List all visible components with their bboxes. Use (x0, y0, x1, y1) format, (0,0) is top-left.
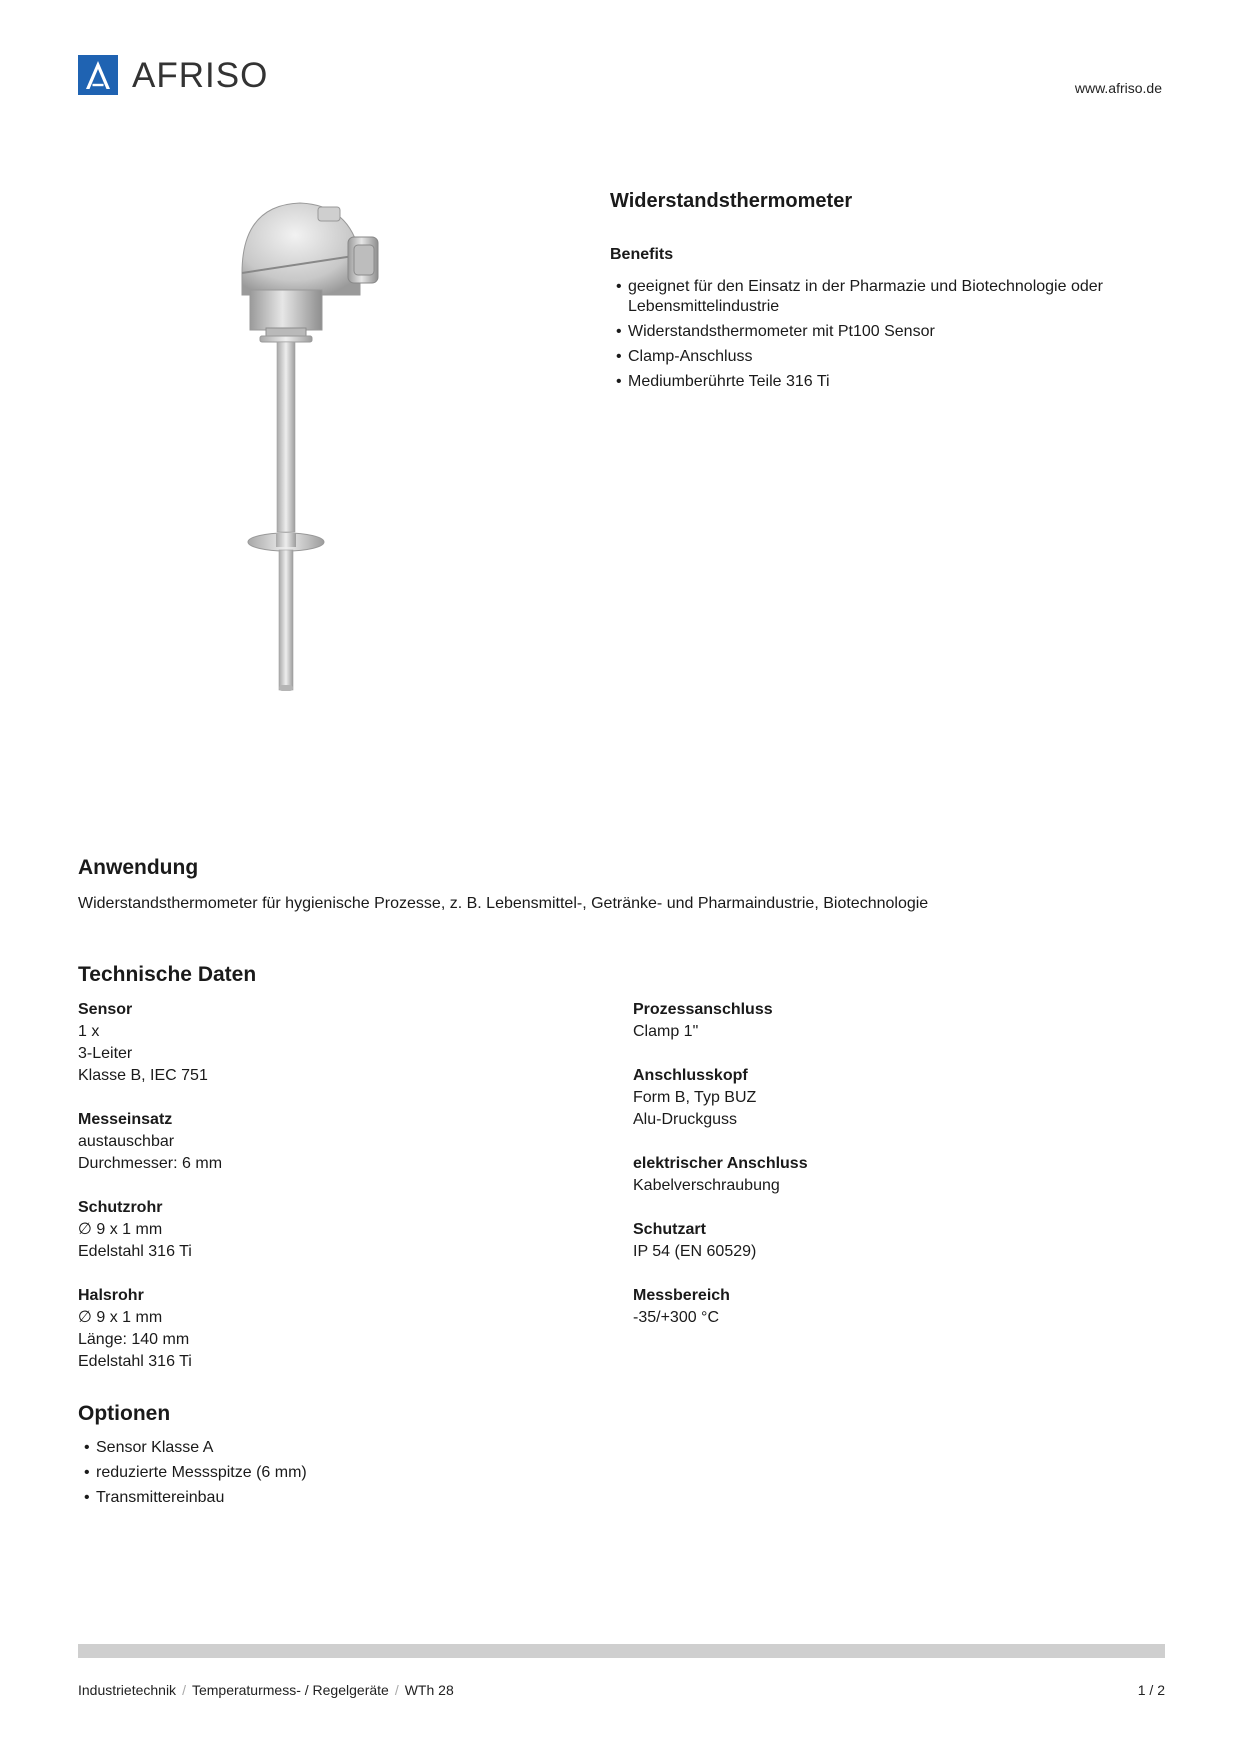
list-item: • Mediumberührte Teile 316 Ti (610, 372, 1170, 392)
benefits-list (610, 277, 1170, 397)
breadcrumb-item[interactable]: WTh 28 (404, 1682, 454, 1698)
spec-value: Länge: 140 mm (78, 1331, 190, 1348)
section-heading-technische-daten: Technische Daten (78, 963, 257, 986)
spec-value: Edelstahl 316 Ti (78, 1243, 192, 1260)
spec-value: 1 x (78, 1023, 100, 1040)
spec-messeinsatz (78, 1109, 578, 1175)
brand-name: AFRISO (132, 55, 269, 95)
spec-value: 3-Leiter (78, 1045, 133, 1062)
list-item: • reduzierte Messspitze (6 mm) (78, 1463, 307, 1483)
breadcrumb-separator: / (182, 1682, 186, 1698)
product-title: Widerstandsthermometer (610, 190, 853, 212)
spec-column-right (633, 999, 1153, 1351)
spec-value: Durchmesser: 6 mm (78, 1155, 223, 1172)
spec-halsrohr (78, 1285, 578, 1373)
breadcrumb-item[interactable]: Temperaturmess- / Regelgeräte (191, 1682, 389, 1698)
spec-label: Prozessanschluss (633, 1001, 773, 1018)
breadcrumb-item[interactable]: Industrietechnik (78, 1682, 177, 1698)
website-link[interactable]: www.afriso.de (1074, 80, 1162, 96)
list-item: • Transmittereinbau (78, 1488, 307, 1508)
optionen-list (78, 1438, 307, 1513)
spec-value: Form B, Typ BUZ (633, 1089, 757, 1106)
anwendung-text: Widerstandsthermometer für hygienische Prozesse, z. B. Lebensmittel-, Getränke- und Pharmaindustrie, Biotechnologie (78, 895, 929, 912)
spec-value: Kabelverschraubung (633, 1177, 780, 1194)
spec-anschlusskopf (633, 1065, 1153, 1131)
spec-value: Klasse B, IEC 751 (78, 1067, 208, 1084)
spec-value: Edelstahl 316 Ti (78, 1353, 192, 1370)
spec-label: elektrischer Anschluss (633, 1155, 808, 1172)
spec-label: Messbereich (633, 1287, 730, 1304)
spec-value: ∅ 9 x 1 mm (78, 1221, 163, 1238)
spec-elektrischer-anschluss (633, 1153, 1153, 1197)
spec-messbereich (633, 1285, 1153, 1329)
section-heading-anwendung: Anwendung (78, 856, 199, 879)
spec-label: Schutzart (633, 1221, 706, 1238)
brand-logo (78, 55, 268, 95)
spec-column-left (78, 999, 578, 1395)
page-number: 1 / 2 (1137, 1682, 1165, 1698)
spec-value: -35/+300 °C (633, 1309, 720, 1326)
spec-value: austauschbar (78, 1133, 175, 1150)
spec-prozessanschluss (633, 999, 1153, 1043)
product-image (200, 195, 440, 795)
spec-value: Alu-Druckguss (633, 1111, 738, 1128)
spec-label: Messeinsatz (78, 1111, 173, 1128)
spec-label: Sensor (78, 1001, 133, 1018)
afriso-logo-icon (78, 55, 118, 95)
footer-divider (78, 1644, 1165, 1658)
spec-sensor (78, 999, 578, 1087)
spec-label: Anschlusskopf (633, 1067, 748, 1084)
spec-value: IP 54 (EN 60529) (633, 1243, 757, 1260)
breadcrumb-separator: / (394, 1682, 399, 1698)
list-item: • Widerstandsthermometer mit Pt100 Sensor (610, 322, 1170, 342)
section-heading-optionen: Optionen (78, 1402, 171, 1425)
spec-schutzrohr (78, 1197, 578, 1263)
spec-value: ∅ 9 x 1 mm (78, 1309, 163, 1326)
list-item: • Sensor Klasse A (78, 1438, 307, 1458)
spec-value: Clamp 1" (633, 1023, 699, 1040)
breadcrumb (78, 1682, 454, 1698)
list-item: • Clamp-Anschluss (610, 347, 1170, 367)
spec-schutzart (633, 1219, 1153, 1263)
spec-label: Halsrohr (78, 1287, 144, 1304)
list-item: • geeignet für den Einsatz in der Pharmazie und Biotechnologie oder Lebensmittelindustrie (610, 277, 1170, 317)
benefits-heading: Benefits (610, 246, 674, 263)
spec-label: Schutzrohr (78, 1199, 163, 1216)
